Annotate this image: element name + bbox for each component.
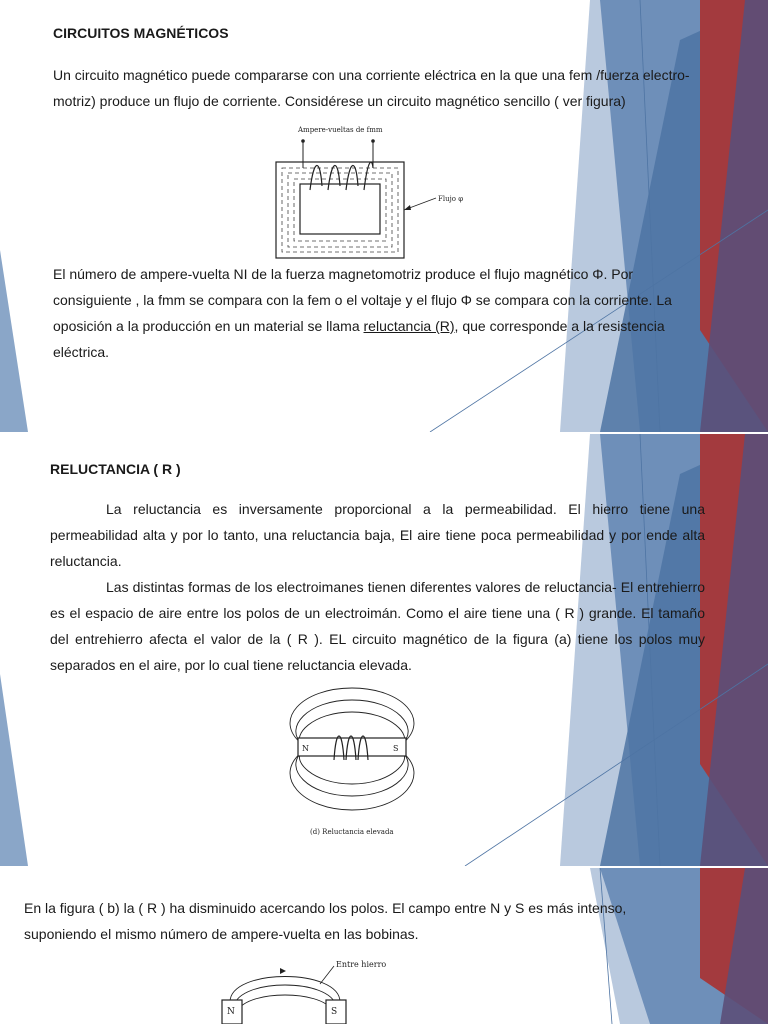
- body-text-before: El número de ampere-vuelta NI de la fuerza magnetomotriz produce el flujo magnético Φ. Por consiguiente , la fmm se compara con la fem o el voltaje y el flujo Φ se compara con la corriente. La oposición a la producción en un material se llama: [53, 266, 672, 334]
- closer-poles-paragraph: En la figura ( b) la ( R ) ha disminuido acercando los polos. El campo entre N y S es más intenso, suponiendo el mismo número de ampere-vuelta en las bobinas.: [24, 900, 627, 942]
- flux-label: Flujo φ: [438, 195, 464, 203]
- air-gap-figure: [210, 954, 390, 1024]
- figure-caption: (d) Reluctancia elevada: [310, 828, 394, 836]
- entre-hierro-label: Entre hierro: [336, 960, 387, 969]
- section-title: RELUCTANCIA ( R ): [50, 461, 181, 477]
- paragraph-permeability: La reluctancia es inversamente proporcional a la permeabilidad. El hierro tiene una permeabilidad alta y por lo tanto, una reluctancia baja, El aire tiene poca permeabilidad y por ende alta reluctancia.: [50, 501, 705, 569]
- paragraph-entrehierro: Las distintas formas de los electroimanes tienen diferentes valores de reluctancia- El entrehierro es el espacio de aire entre los polos de un electroimán. Como el aire tiene una ( R ) grande. El tamaño del entrehierro afecta el valor de la ( R ). EL circuito magnético de la figura (a) tiene los polos muy separados en el aire, por lo cual tiene reluctancia elevada.: [50, 579, 705, 673]
- intro-paragraph: Un circuito magnético puede compararse con una corriente eléctrica en la que una fem /fuerza electro-motriz) produce un flujo de corriente. Considérese un circuito magnético sencillo ( ver figura): [53, 67, 690, 109]
- pole-n-label: N: [227, 1007, 235, 1017]
- pole-s-label: S: [331, 1007, 338, 1017]
- high-reluctance-figure: [262, 680, 442, 845]
- body-text-after: , que corresponde a la resistencia eléctrica.: [53, 318, 665, 360]
- magnetic-circuit-figure: [270, 124, 480, 265]
- fmm-label: Ampere-vueltas de fmm: [298, 126, 383, 134]
- body-paragraph: [53, 261, 698, 365]
- slide-reluctancia: [0, 434, 768, 866]
- reluctancia-link[interactable]: reluctancia (R): [363, 318, 455, 334]
- pole-s-label: S: [393, 744, 399, 753]
- pole-n-label: N: [302, 744, 309, 753]
- slide-entrehierro: [0, 868, 768, 1024]
- slide-circuitos-magneticos: [0, 0, 768, 432]
- section-title: CIRCUITOS MAGNÉTICOS: [53, 25, 229, 41]
